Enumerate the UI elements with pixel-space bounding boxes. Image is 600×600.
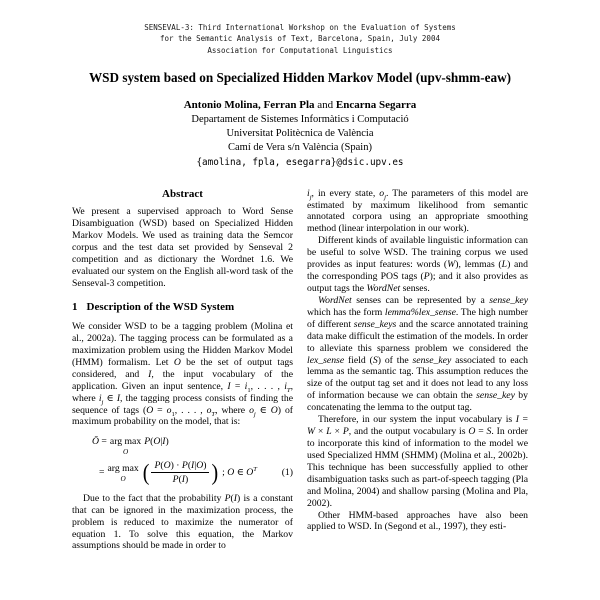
fraction-denominator: P(I) <box>172 474 189 486</box>
argmax-subscript: O <box>120 474 126 483</box>
equation-rhs-1: P(O|I) <box>144 436 169 448</box>
right-paragraph-2: Different kinds of available linguistic information can be useful to solve WSD. The training corpus we used provides as input features: words (W), lemmas (L) and the corresponding POS tags (P); and it also provides as output tags the WordNet senses. <box>307 235 529 294</box>
section-1-paragraph-2: Due to the fact that the probability P(I) is a constant that can be ignored in the maximization process, the problem is reduced to maximize the numerator of equation 1. To solve this equation, the Markov assumptions should be made in order to <box>72 492 293 552</box>
section-1-heading <box>72 301 293 315</box>
left-paren: ( <box>142 460 150 486</box>
equation-1-line-2 <box>99 460 293 486</box>
argmax-operator <box>107 463 138 483</box>
equation-number: (1) <box>281 466 293 478</box>
equation-lhs: Ō = <box>92 436 107 448</box>
probability-fraction <box>151 460 209 486</box>
section-1-paragraph-1: We consider WSD to be a tagging problem (Molina et al., 2002a). The tagging process can be formulated as a maximization problem using the Hidden Markov Model (HMM) formalism. Let O be the set of output tags considered, and I, the input vocabulary of the application. Given an input sentence, $I = i_1$, . . . , $i_T$, where $i_j$ ∈ I, the tagging process consists of finding the sequence of tags ($O = o_1$, . . . , $o_T$, where $o_j$ ∈ O) of maximum probability on the model, that is: <box>72 321 294 428</box>
right-paragraph-1: $i_j$, in every state, $o_j$. The parameters of this model are estimated by maximum likelihood from semantic annotated corpora using an appropriate smoothing method (linear interpolation in our work). <box>307 187 528 235</box>
section-1-number: 1 <box>72 300 78 313</box>
affiliation-line-3: Camí de Vera s/n València (Spain) <box>228 141 372 153</box>
conference-header <box>0 22 600 56</box>
argmax-label: arg max <box>109 436 142 448</box>
conference-header-line-1: SENSEVAL-3: Third International Workshop on the Evaluation of Systems <box>144 23 456 32</box>
right-paren: ) <box>211 460 219 486</box>
authors-email: {amolina, fpla, esegarra}@dsic.upv.es <box>196 156 404 168</box>
section-1-title: Description of the WSD System <box>86 300 235 313</box>
conference-header-line-3: Association for Computational Linguistics <box>207 45 393 55</box>
equation-1 <box>72 436 293 485</box>
abstract-text: We present a supervised approach to Word Sense Disambiguation (WSD) based on Specialized Hidden Markov Models. We used as training data the Semcor corpus and the test data set provided by Senseval 2 competition and as dictionary the Wordnet 1.6. We evaluated our system on the English all-word task of the Senseval-3 competition. <box>72 206 293 289</box>
authors-block <box>0 99 600 168</box>
affiliation-line-1: Departament de Sistemes Informàtics i Computació <box>191 113 409 125</box>
right-paragraph-3: WordNet senses can be represented by a sense_key which has the form lemma%lex_sense. The high number of different sense_keys and the scarce annotated training data make difficult the estimation of the models. In order to alleviate this sparness problem we considered the lex_sense field (S) of the sense_key associated to each lemma as the semantic tag. This assumption reduces the size of the output tag set and it does not lead to any loss of information because we can obtain the sense_key by concatenating the lemma to the output tag. <box>307 294 528 414</box>
two-column-body <box>72 188 528 553</box>
author-names-part-2: Encarna Segarra <box>335 98 417 111</box>
argmax-operator <box>110 436 141 456</box>
fraction-numerator: P(O) · P(I|O) <box>151 460 209 474</box>
argmax-label: arg max <box>107 462 139 474</box>
author-names-part-1: Antonio Molina, Ferran Pla <box>183 98 315 111</box>
equation-1-line-1 <box>92 436 293 456</box>
paper-title: WSD system based on Specialized Hidden Markov Model (upv-shmm-eaw) <box>88 69 511 85</box>
affiliation-line-2: Universitat Politècnica de València <box>226 127 374 139</box>
equation-constraint: ; O ∈ $O^T$ <box>222 465 257 478</box>
right-paragraph-4: Therefore, in our system the input vocabulary is I = W × L × P, and the output vocabulary is O = S. In order to incorporate this kind of information to the model we used Specialized HMM (SHMM) (Molina et al., 2002b). This technique has been successfully applied to other disambiguation tasks such as part-of-speech tagging (Pla and Molina, 2004) and shallow parsing (Molina and Pla, 2002). <box>307 414 528 509</box>
left-column <box>72 188 293 553</box>
abstract-heading: Abstract <box>162 187 203 200</box>
right-paragraph-5: Other HMM-based approaches have also been applied to WSD. In (Segond et al., 1997), they esti- <box>307 509 528 533</box>
right-column <box>307 188 528 553</box>
equals-sign: = <box>99 466 105 478</box>
argmax-subscript: O <box>122 448 129 457</box>
author-names-and: and <box>317 98 334 111</box>
author-names <box>0 99 600 111</box>
conference-header-line-2: for the Semantic Analysis of Text, Barcelona, Spain, July 2004 <box>160 34 440 44</box>
